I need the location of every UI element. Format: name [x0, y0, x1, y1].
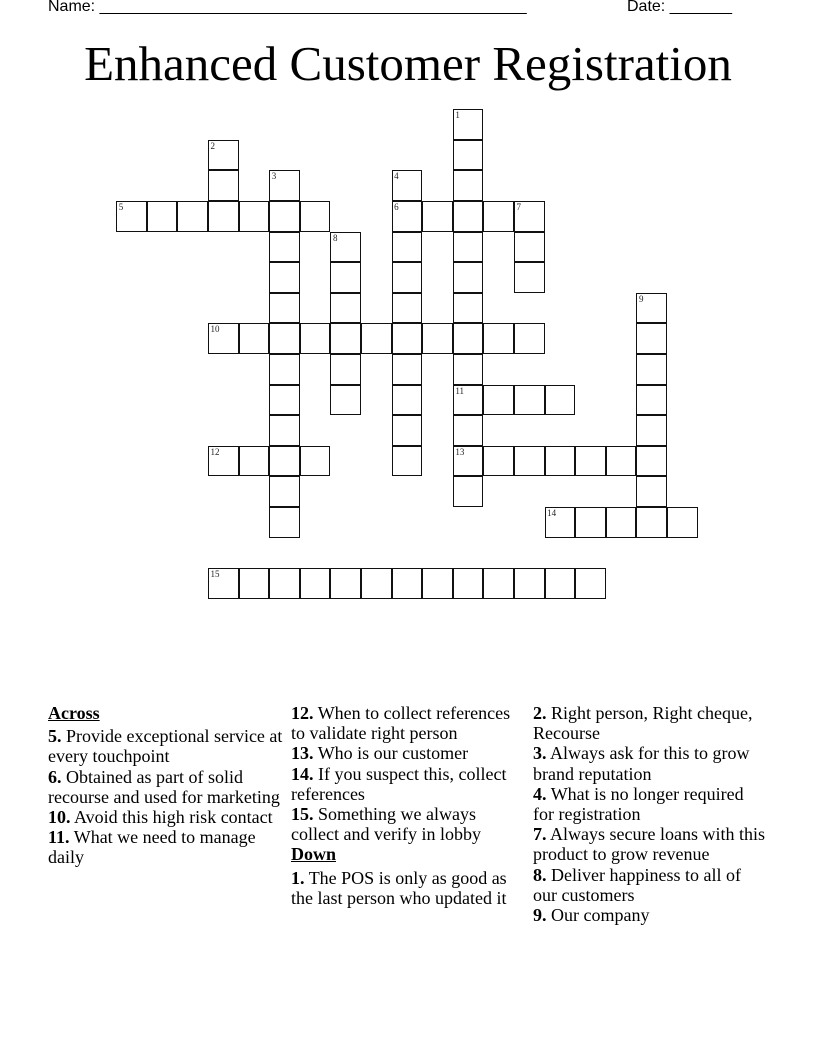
clue-number-label: 15 — [210, 569, 220, 580]
grid-cell[interactable] — [392, 568, 423, 599]
clue-number-label: 11 — [455, 385, 465, 396]
grid-cell[interactable] — [300, 201, 331, 232]
grid-cell[interactable] — [392, 385, 423, 416]
grid-cell[interactable] — [239, 323, 270, 354]
grid-cell[interactable] — [483, 323, 514, 354]
grid-cell[interactable] — [147, 201, 178, 232]
clue-number: 2. — [533, 703, 547, 723]
grid-cell[interactable] — [453, 323, 484, 354]
grid-cell[interactable] — [392, 323, 423, 354]
grid-cell[interactable] — [269, 293, 300, 324]
grid-cell[interactable] — [361, 568, 392, 599]
clue-number: 6. — [48, 766, 62, 787]
grid-cell[interactable] — [239, 201, 270, 232]
grid-cell[interactable] — [392, 354, 423, 385]
clue-number-label: 2 — [210, 140, 216, 151]
clue-text: Our company — [551, 905, 650, 926]
grid-cell[interactable] — [330, 262, 361, 293]
clue-down-4 — [533, 784, 768, 824]
grid-cell[interactable] — [453, 568, 484, 599]
grid-cell[interactable] — [514, 568, 545, 599]
clue-number-label: 6 — [394, 202, 399, 213]
grid-cell[interactable] — [453, 446, 484, 477]
grid-cell[interactable] — [269, 201, 300, 232]
clue-text: Something we always collect and verify in lobby — [291, 804, 481, 845]
grid-cell[interactable] — [453, 415, 484, 446]
clue-number: 9. — [533, 905, 547, 926]
grid-cell[interactable] — [514, 385, 545, 416]
grid-cell[interactable] — [330, 323, 361, 354]
clue-text: Always ask for this to grow brand reputation — [533, 743, 750, 784]
grid-cell[interactable] — [269, 415, 300, 446]
clue-number: 8. — [533, 864, 547, 885]
clue-number: 11. — [48, 827, 70, 848]
grid-cell[interactable] — [545, 385, 576, 416]
grid-cell[interactable] — [514, 232, 545, 263]
clue-number-label: 7 — [516, 202, 522, 213]
grid-cell[interactable] — [239, 568, 270, 599]
clue-number-label: 8 — [332, 232, 338, 243]
grid-cell[interactable] — [453, 293, 484, 324]
grid-cell[interactable] — [330, 385, 361, 416]
grid-cell[interactable] — [636, 385, 667, 416]
grid-cell[interactable] — [392, 201, 423, 232]
grid-cell[interactable] — [392, 262, 423, 293]
grid-cell[interactable] — [453, 354, 484, 385]
grid-cell[interactable] — [269, 446, 300, 477]
grid-cell[interactable] — [392, 415, 423, 446]
clues-column-3 — [533, 703, 768, 925]
grid-cell[interactable] — [606, 446, 637, 477]
grid-cell[interactable] — [453, 476, 484, 507]
clue-number-label: 4 — [394, 171, 399, 182]
grid-cell[interactable] — [116, 201, 147, 232]
clue-down-3 — [533, 743, 768, 783]
grid-cell[interactable] — [300, 323, 331, 354]
clue-across-15 — [291, 804, 526, 844]
clue-text: Right person, Right cheque, Recourse — [533, 703, 753, 744]
clue-down-7 — [533, 824, 768, 864]
grid-cell[interactable] — [269, 354, 300, 385]
grid-cell[interactable] — [575, 568, 606, 599]
clue-number: 4. — [533, 783, 547, 804]
date-field-label: Date: _______ — [627, 0, 732, 15]
grid-cell[interactable] — [208, 170, 239, 201]
clue-number-label: 10 — [210, 324, 220, 335]
grid-cell[interactable] — [636, 415, 667, 446]
clue-text: Provide exceptional service at every touchpoint — [48, 726, 283, 767]
grid-cell[interactable] — [269, 476, 300, 507]
grid-cell[interactable] — [636, 293, 667, 324]
grid-cell[interactable] — [636, 476, 667, 507]
clue-number-label: 13 — [455, 446, 465, 457]
grid-cell[interactable] — [545, 568, 576, 599]
grid-cell[interactable] — [422, 568, 453, 599]
clue-across-12 — [291, 703, 526, 743]
grid-cell[interactable] — [514, 323, 545, 354]
grid-cell[interactable] — [483, 385, 514, 416]
clue-text: What is no longer required for registration — [533, 783, 744, 825]
grid-cell[interactable] — [269, 507, 300, 538]
grid-cell[interactable] — [483, 446, 514, 477]
clue-text: Obtained as part of solid recourse and used for marketing — [48, 766, 280, 807]
across-heading: Across — [48, 703, 100, 723]
grid-cell[interactable] — [269, 262, 300, 293]
clue-text: What we need to manage daily — [48, 827, 256, 868]
grid-cell[interactable] — [392, 232, 423, 263]
grid-cell[interactable] — [269, 568, 300, 599]
grid-cell[interactable] — [208, 323, 239, 354]
grid-cell[interactable] — [636, 354, 667, 385]
clue-number-label: 9 — [638, 293, 644, 304]
grid-cell[interactable] — [392, 293, 423, 324]
clue-number-label: 5 — [118, 202, 124, 213]
clue-text: When to collect references to validate right person — [291, 703, 511, 744]
clue-number: 7. — [533, 824, 547, 845]
grid-cell[interactable] — [330, 293, 361, 324]
grid-cell[interactable] — [330, 354, 361, 385]
clue-number: 15. — [291, 804, 314, 825]
grid-cell[interactable] — [483, 201, 514, 232]
grid-cell[interactable] — [453, 201, 484, 232]
grid-cell[interactable] — [422, 201, 453, 232]
grid-cell[interactable] — [453, 170, 484, 201]
clue-across-14 — [291, 764, 526, 804]
grid-cell[interactable] — [269, 170, 300, 201]
clue-number: 12. — [291, 703, 314, 723]
grid-cell[interactable] — [453, 262, 484, 293]
clue-text: Deliver happiness to all of our customers — [533, 864, 741, 905]
clue-number: 1. — [291, 867, 305, 888]
grid-cell[interactable] — [300, 446, 331, 477]
grid-cell[interactable] — [208, 140, 239, 171]
grid-cell[interactable] — [606, 507, 637, 538]
clue-down-8 — [533, 865, 768, 905]
grid-cell[interactable] — [330, 568, 361, 599]
clue-across-11 — [48, 827, 283, 867]
grid-cell[interactable] — [575, 507, 606, 538]
grid-cell[interactable] — [636, 507, 667, 538]
clue-number: 10. — [48, 807, 71, 828]
clue-number: 5. — [48, 726, 62, 747]
clue-number-label: 3 — [271, 171, 277, 182]
grid-cell[interactable] — [453, 385, 484, 416]
grid-cell[interactable] — [514, 201, 545, 232]
grid-cell[interactable] — [392, 446, 423, 477]
grid-cell[interactable] — [269, 232, 300, 263]
grid-cell[interactable] — [575, 446, 606, 477]
puzzle-title: Enhanced Customer Registration — [84, 36, 732, 91]
clue-number: 3. — [533, 743, 547, 764]
clues-column-1 — [48, 703, 283, 868]
grid-cell[interactable] — [269, 323, 300, 354]
clue-number-label: 1 — [455, 110, 460, 121]
grid-cell[interactable] — [514, 446, 545, 477]
clue-text: Who is our customer — [317, 743, 469, 764]
grid-cell[interactable] — [269, 385, 300, 416]
grid-cell[interactable] — [636, 446, 667, 477]
grid-cell[interactable] — [177, 201, 208, 232]
grid-cell[interactable] — [239, 446, 270, 477]
clue-text: Avoid this high risk contact — [74, 807, 273, 828]
grid-cell[interactable] — [453, 109, 484, 140]
clue-number: 14. — [291, 763, 314, 784]
grid-cell[interactable] — [422, 323, 453, 354]
grid-cell[interactable] — [208, 568, 239, 599]
grid-cell[interactable] — [667, 507, 698, 538]
clue-text: If you suspect this, collect references — [291, 763, 507, 804]
clue-across-10 — [48, 807, 283, 827]
grid-cell[interactable] — [208, 446, 239, 477]
clue-number-label: 14 — [547, 508, 557, 519]
name-field-label: Name: ________________________________________________ — [48, 0, 527, 15]
grid-cell[interactable] — [453, 232, 484, 263]
clue-text: The POS is only as good as the last person who updated it — [291, 867, 507, 908]
grid-cell[interactable] — [545, 446, 576, 477]
clue-down-1 — [291, 868, 526, 908]
clue-down-2 — [533, 703, 768, 743]
down-heading: Down — [291, 844, 337, 865]
clue-across-5 — [48, 726, 283, 766]
clue-text: Always secure loans with this product to grow revenue — [533, 824, 765, 865]
grid-cell[interactable] — [545, 507, 576, 538]
grid-cell[interactable] — [514, 262, 545, 293]
grid-cell[interactable] — [392, 170, 423, 201]
grid-cell[interactable] — [636, 323, 667, 354]
clue-across-6 — [48, 767, 283, 807]
grid-cell[interactable] — [330, 232, 361, 263]
grid-cell[interactable] — [361, 323, 392, 354]
clue-number: 13. — [291, 743, 314, 764]
clue-across-13 — [291, 743, 526, 763]
clues-column-2 — [291, 703, 526, 908]
clue-down-9 — [533, 905, 768, 925]
clue-number-label: 12 — [210, 446, 220, 457]
grid-cell[interactable] — [453, 140, 484, 171]
grid-cell[interactable] — [483, 568, 514, 599]
grid-cell[interactable] — [300, 568, 331, 599]
grid-cell[interactable] — [208, 201, 239, 232]
